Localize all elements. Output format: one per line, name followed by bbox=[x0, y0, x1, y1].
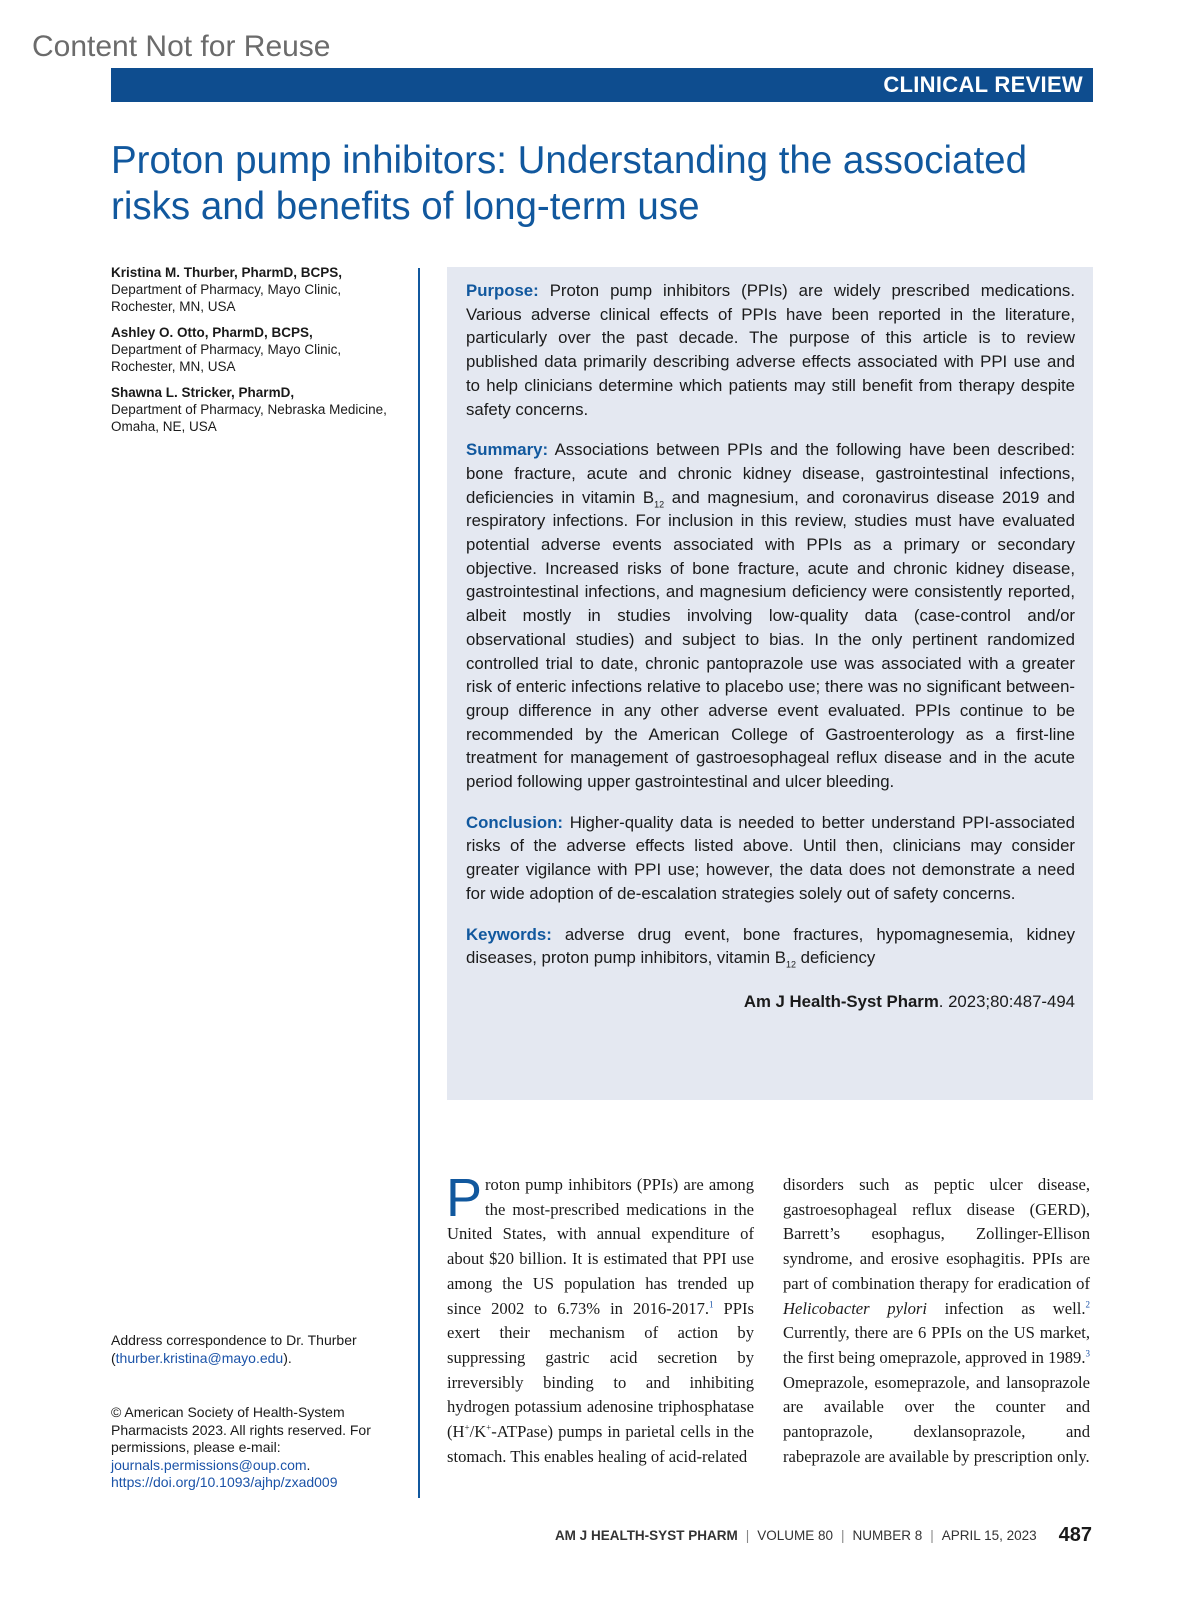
author bbox=[111, 264, 401, 315]
citation bbox=[466, 990, 1075, 1014]
citation-details: . 2023;80:487-494 bbox=[938, 991, 1075, 1011]
summary-text-cont: and magnesium, and coronavirus disease 2019 and respiratory infections. For inclusion in this review, studies must have evaluated potential adverse events associated with PPIs as a primary or secondary objective. Increased risks of bone fracture, acute and chronic kidney disease, gastrointestinal infections, and magnesium deficiency were consistently reported, albeit mostly in studies involving low-quality data (case-control and/or observational studies) and subject to bias. In the only pertinent randomized controlled trial to date, chronic pantoprazole use was associated with a greater risk of enteric infections relative to placebo use; there was no significant between-group difference in any other adverse event evaluated. PPIs continue to be recommended by the American College of Gastroenterology as a first-line treatment for management of gastroesophageal reflux disease and in the acute period following upper gastrointestinal and ulcer bleeding. bbox=[466, 487, 1075, 792]
abstract-box bbox=[447, 267, 1093, 1100]
body-text: PPIs exert their mechanism of action by suppressing gastric acid secretion by irreversibly binding to and inhibiting hydrogen potassium adenosine triphosphatase (H bbox=[447, 1298, 754, 1442]
footer-journal: AM J HEALTH-SYST PHARM bbox=[554, 1528, 738, 1543]
body-column-2 bbox=[783, 1173, 1090, 1469]
author bbox=[111, 324, 401, 375]
body-text: Omeprazole, esomeprazole, and lansoprazole are available over the counter and pantoprazole, dexlansoprazole, and rabeprazole are available by prescription only. bbox=[783, 1372, 1090, 1466]
subscript: 12 bbox=[785, 959, 796, 970]
copyright-note bbox=[111, 1404, 403, 1492]
body-text: disorders such as peptic ulcer disease, gastroesophageal reflux disease (GERD), Barrett’s esophagus, Zollinger-Ellison syndrome, and erosive esophagitis. PPIs are part of combination therapy for eradication of bbox=[783, 1175, 1090, 1293]
copyright-text: © American Society of Health-System Pharmacists 2023. All rights reserved. For permissions, please e-mail: bbox=[111, 1404, 371, 1455]
superscript: + bbox=[486, 1422, 492, 1433]
footer-date: APRIL 15, 2023 bbox=[941, 1528, 1037, 1543]
summary-text: Associations between PPIs and the following have been described: bone fracture, acute and chronic kidney disease, gastrointestinal infections, deficiencies in vitamin B bbox=[466, 440, 1075, 507]
page-footer bbox=[470, 1524, 1092, 1547]
italic-organism-name: Helicobacter pylori bbox=[783, 1298, 927, 1318]
column-divider bbox=[418, 268, 420, 1498]
keywords-text: adverse drug event, bone fractures, hypomagnesemia, kidney diseases, proton pump inhibitors, vitamin B bbox=[466, 924, 1075, 968]
reference-link[interactable]: 1 bbox=[709, 1298, 714, 1309]
body-paragraph bbox=[446, 1168, 754, 1469]
body-text: infection as well. bbox=[926, 1298, 1086, 1318]
footer-volume: VOLUME 80 bbox=[757, 1528, 833, 1543]
body-column-1 bbox=[446, 1168, 754, 1469]
abstract-purpose bbox=[466, 279, 1075, 421]
author-name: Ashley O. Otto, PharmD, BCPS, bbox=[111, 325, 313, 340]
doi-link[interactable]: https://doi.org/10.1093/ajhp/zxad009 bbox=[111, 1474, 338, 1490]
page-number: 487 bbox=[1058, 1524, 1092, 1546]
watermark: Content Not for Reuse bbox=[32, 30, 331, 63]
body-text: /K bbox=[469, 1422, 487, 1442]
summary-label: Summary: bbox=[466, 440, 549, 460]
footer-number: NUMBER 8 bbox=[852, 1528, 923, 1543]
superscript: + bbox=[464, 1422, 470, 1433]
author-affiliation: Department of Pharmacy, Nebraska Medicine, Omaha, NE, USA bbox=[111, 402, 387, 434]
author-list bbox=[111, 264, 401, 444]
purpose-label: Purpose: bbox=[466, 281, 539, 300]
body-text: roton pump inhibitors (PPIs) are among the most-prescribed medications in the United States, with annual expenditure of about $20 billion. It is estimated that PPI use among the US population has trended up since 2002 to 6.73% in 2016-2017. bbox=[447, 1175, 754, 1318]
reference-link[interactable]: 3 bbox=[1085, 1348, 1090, 1359]
abstract-keywords bbox=[466, 923, 1075, 970]
section-banner: CLINICAL REVIEW bbox=[111, 68, 1093, 102]
footer-separator: | bbox=[841, 1528, 845, 1543]
body-text: Currently, there are 6 PPIs on the US market, the first being omeprazole, approved in 1989. bbox=[783, 1323, 1090, 1367]
body-text: -ATPase) pumps in parietal cells in the stomach. This enables healing of acid-related bbox=[447, 1422, 754, 1466]
conclusion-text: Higher-quality data is needed to better understand PPI-associated risks of the adverse effects listed above. Until then, clinicians may consider greater vigilance with PPI use; however, the data does not demonstrate a need for wide adoption of de-escalation strategies solely out of safety concerns. bbox=[466, 812, 1075, 903]
subscript: 12 bbox=[654, 498, 665, 509]
purpose-text: Proton pump inhibitors (PPIs) are widely prescribed medications. Various adverse clinical effects of PPIs have been reported in the literature, particularly over the past decade. The purpose of this article is to review published data primarily describing adverse effects associated with PPI use and to help clinicians determine which patients may still benefit from therapy despite safety concerns. bbox=[466, 281, 1075, 419]
footer-separator: | bbox=[930, 1528, 934, 1543]
author-affiliation: Department of Pharmacy, Mayo Clinic, Rochester, MN, USA bbox=[111, 342, 342, 374]
abstract-conclusion bbox=[466, 811, 1075, 906]
reference-link[interactable]: 2 bbox=[1085, 1298, 1090, 1309]
conclusion-label: Conclusion: bbox=[466, 812, 563, 832]
keywords-text-cont: deficiency bbox=[795, 948, 876, 968]
author-affiliation: Department of Pharmacy, Mayo Clinic, Rochester, MN, USA bbox=[111, 282, 342, 314]
footer-separator: | bbox=[745, 1528, 750, 1543]
keywords-label: Keywords: bbox=[466, 924, 552, 944]
correspondence-note bbox=[111, 1332, 401, 1367]
body-paragraph bbox=[783, 1173, 1090, 1469]
citation-journal: Am J Health-Syst Pharm bbox=[743, 991, 939, 1011]
author-name: Kristina M. Thurber, PharmD, BCPS, bbox=[111, 265, 343, 280]
permissions-email-link[interactable]: journals.permissions@oup.com bbox=[111, 1456, 307, 1473]
article-title: Proton pump inhibitors: Understanding the associated risks and benefits of long-term use bbox=[111, 139, 1027, 228]
author-name: Shawna L. Stricker, PharmD, bbox=[111, 385, 295, 400]
drop-cap: P bbox=[446, 1168, 483, 1228]
correspondence-end: ). bbox=[283, 1349, 292, 1366]
correspondence-text: Address correspondence to Dr. Thurber ( bbox=[111, 1332, 357, 1366]
copyright-end: . bbox=[306, 1456, 311, 1473]
author bbox=[111, 384, 401, 435]
abstract-summary bbox=[466, 438, 1075, 794]
correspondence-email-link[interactable]: thurber.kristina@mayo.edu bbox=[115, 1349, 284, 1366]
